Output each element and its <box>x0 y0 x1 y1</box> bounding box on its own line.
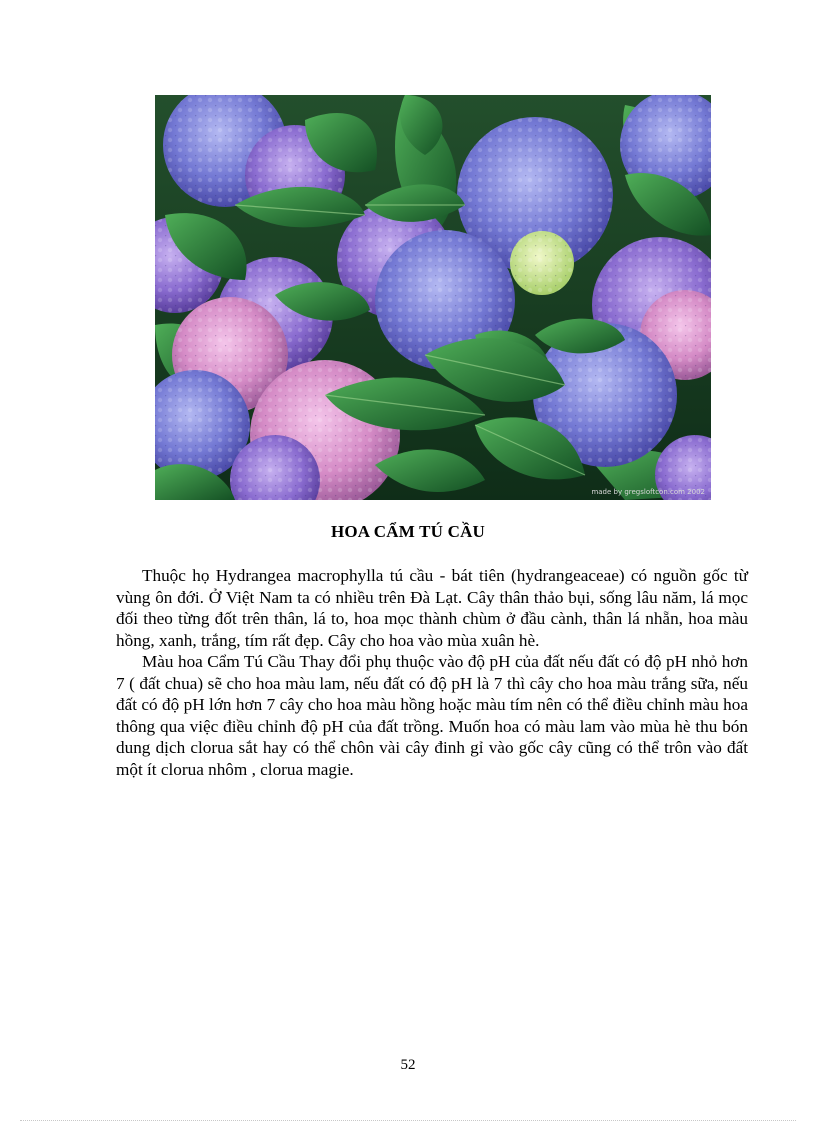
article-body <box>116 565 748 780</box>
page-number: 52 <box>400 1057 416 1073</box>
hydrangea-illustration <box>155 95 711 500</box>
page-title: HOA CẨM TÚ CẦU <box>330 522 486 541</box>
hydrangea-photo <box>155 95 711 500</box>
paragraph: Thuộc họ Hydrangea macrophylla tú cầu - bát tiên (hydrangeaceae) có nguồn gốc từ vùng ôn đới. Ở Việt Nam ta có nhiều trên Đà Lạt. Cây thân thảo bụi, sống lâu năm, lá mọc đối theo từng đốt trên thân, lá to, hoa mọc thành chùm ở đầu cành, thân lá nhẵn, hoa màu hồng, xanh, trắng, tím rất đẹp. Cây cho hoa vào mùa xuân hè. <box>116 566 748 650</box>
page-bottom-divider <box>20 1120 796 1121</box>
paragraph: Màu hoa Cẩm Tú Cầu Thay đổi phụ thuộc vào độ pH của đất nếu đất có độ pH nhỏ hơn 7 ( đất chua) sẽ cho hoa màu lam, nếu đất có độ pH là 7 thì cây cho hoa màu trắng sữa, nếu đất có độ pH lớn hơn 7 cây cho hoa màu hồng hoặc màu tím nên có thể điều chỉnh màu hoa thông qua việc điều chỉnh độ pH của đất trồng. Muốn hoa có màu lam vào mùa hè thu bón dung dịch clorua sắt hay có thể chôn vài cây đinh gỉ vào gốc cây cũng có thể trôn vào đất một ít clorua nhôm , clorua magie. <box>116 652 748 779</box>
photo-credit: made by gregsloftcon.com 2002 <box>591 488 705 496</box>
